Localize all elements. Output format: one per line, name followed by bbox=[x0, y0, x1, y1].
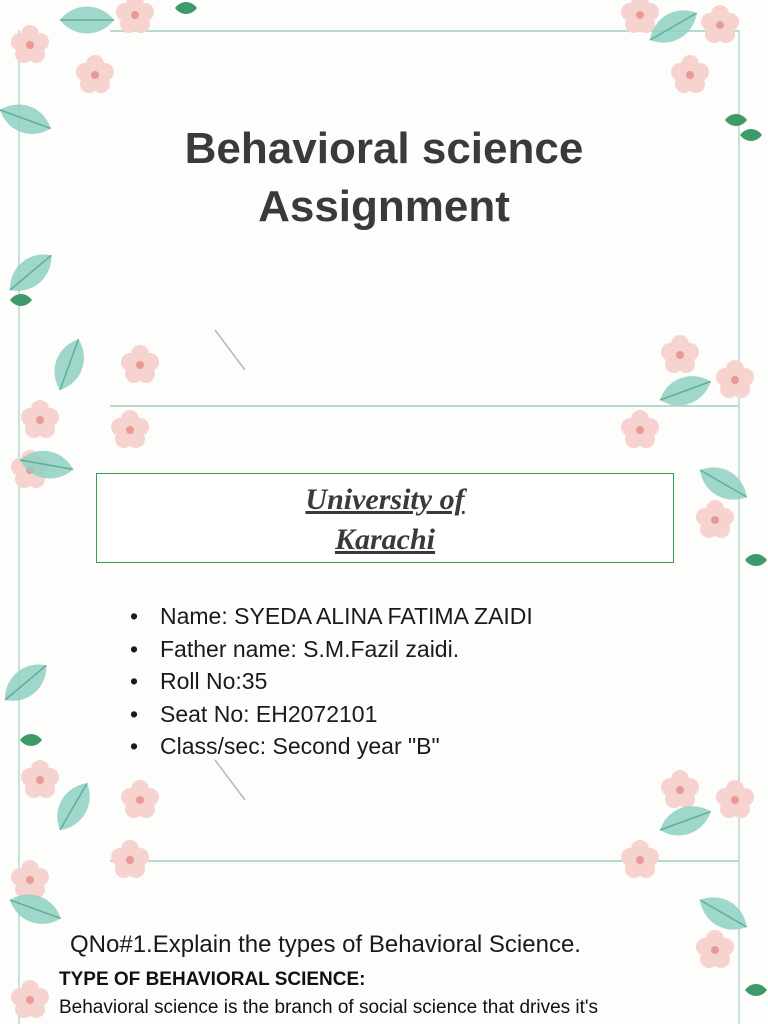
bullet-icon: • bbox=[130, 668, 139, 694]
detail-roll-no: • Roll No:35 bbox=[130, 665, 533, 698]
university-box bbox=[96, 473, 674, 563]
section-heading: TYPE OF BEHAVIORAL SCIENCE: bbox=[59, 969, 366, 990]
title-line-2: Assignment bbox=[258, 182, 510, 231]
university-line-2: Karachi bbox=[334, 523, 436, 556]
detail-seat-no: • Seat No: EH2072101 bbox=[130, 698, 533, 731]
bullet-icon: • bbox=[130, 700, 139, 727]
detail-name: • Name: SYEDA ALINA FATIMA ZAIDI bbox=[130, 600, 533, 633]
detail-father-name: • Father name: S.M.Fazil zaidi. bbox=[130, 633, 533, 666]
student-details-list bbox=[130, 600, 533, 763]
question-heading: QNo#1.Explain the types of Behavioral Science. bbox=[70, 931, 581, 958]
detail-class-sec: • Class/sec: Second year "B" bbox=[130, 730, 533, 763]
bullet-icon: • bbox=[130, 733, 139, 759]
bullet-icon: • bbox=[130, 635, 139, 662]
title-line-1: Behavioral science bbox=[184, 124, 584, 173]
page-title bbox=[0, 120, 768, 236]
university-line-1: University of bbox=[305, 483, 465, 516]
body-paragraph: Behavioral science is the branch of social science that drives it's bbox=[59, 997, 599, 1018]
bullet-icon: • bbox=[130, 603, 139, 629]
